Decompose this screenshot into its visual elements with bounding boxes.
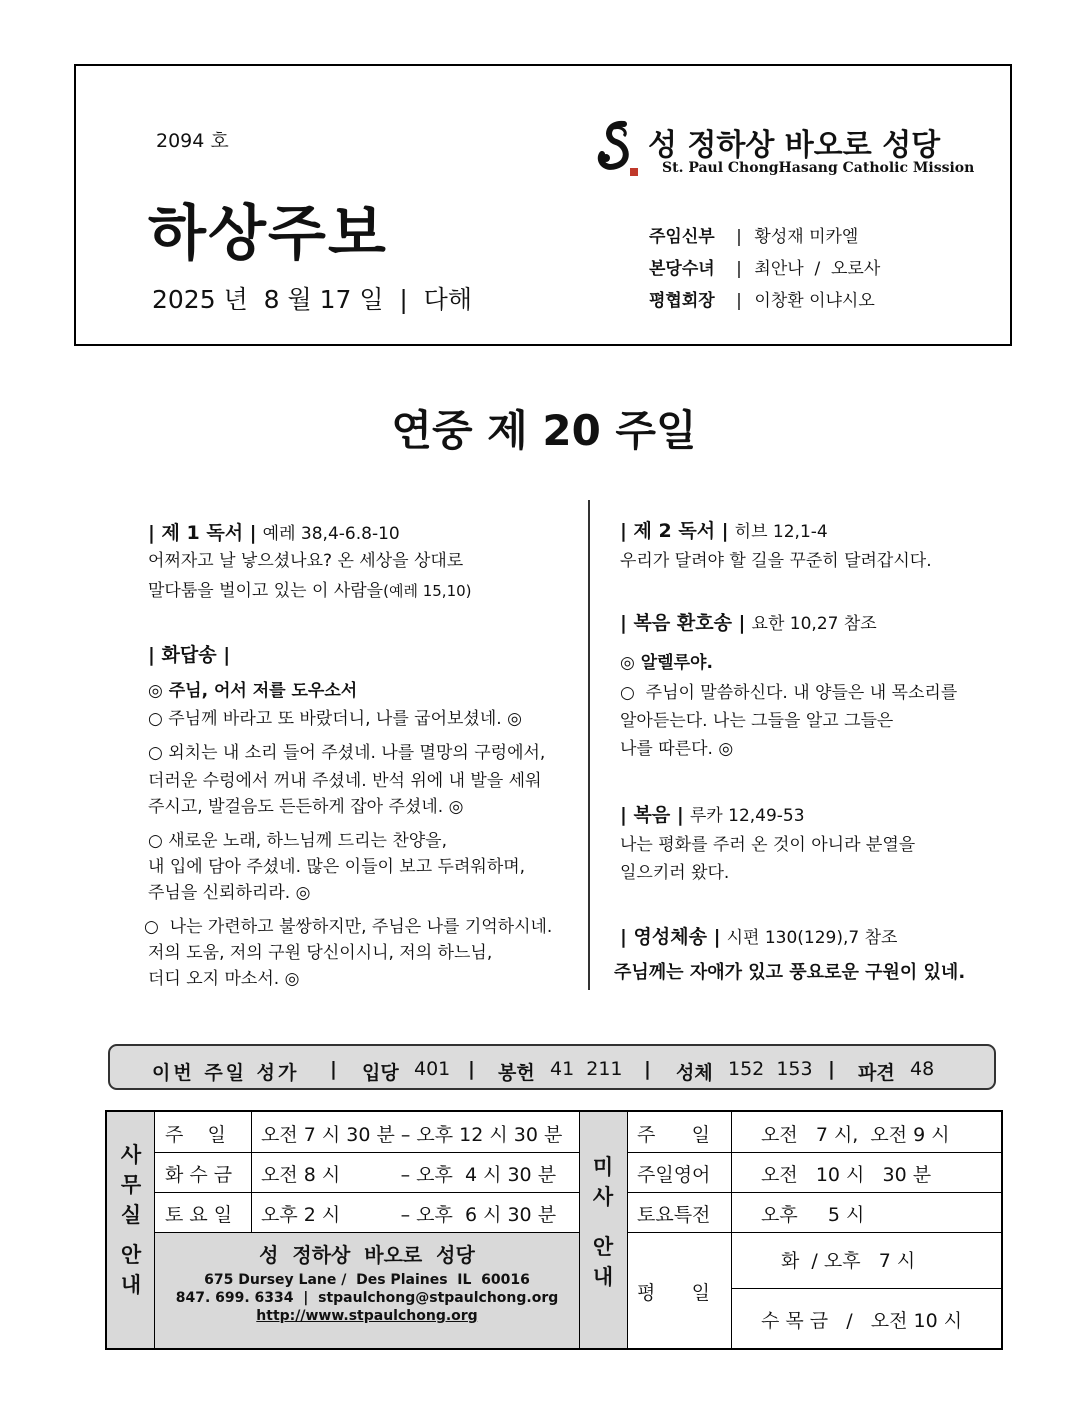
hymn-offertory-label: 봉헌 <box>498 1062 535 1084</box>
alleluia-label: | 복음 환호송 | <box>620 612 746 634</box>
staff-name: 황성재 미카엘 <box>754 227 859 247</box>
office-label-char: 무 <box>120 1173 142 1197</box>
alleluia-verse: ○ 주님이 말씀하신다. 내 양들은 내 목소리를 <box>620 683 958 703</box>
reading1-line: 어쩌자고 날 낳으셨나요? 온 세상을 상대로 <box>148 551 464 571</box>
bulletin-title: 하상주보 <box>148 199 388 269</box>
gospel-line: 나는 평화를 주러 온 것이 아니라 분열을 <box>620 835 916 855</box>
mass-time: 오후 5 시 <box>761 1204 865 1226</box>
psalm-verse: ○ 주님께 바라고 또 바랐더니, 나를 굽어보셨네. ◎ <box>148 709 522 729</box>
website-link[interactable]: http://www.stpaulchong.org <box>256 1308 478 1324</box>
issue-number: 2094 호 <box>156 130 229 152</box>
info-table <box>105 1110 1003 1350</box>
weekday-time: 화 / 오후 7 시 <box>781 1250 916 1272</box>
psalm-label: | 화답송 | <box>148 644 231 666</box>
mass-day: 토요특전 <box>637 1204 711 1226</box>
psalm-verse: 더디 오지 마소서. ◎ <box>148 969 300 989</box>
gospel-ref: 루카 12,49-53 <box>689 806 805 826</box>
hymn-entrance-number: 401 <box>414 1058 451 1080</box>
hymn-separator: | <box>468 1058 475 1080</box>
office-label-char: 내 <box>120 1273 142 1297</box>
reading1-line <box>148 576 472 606</box>
office-day: 주 일 <box>165 1124 226 1146</box>
psalm-verse: ○ 나는 가련하고 불쌍하지만, 주님은 나를 기억하시네. <box>144 917 553 937</box>
date-line: 2025 년 8 월 17 일 | 다해 <box>152 285 472 314</box>
staff-separator: | <box>736 291 742 311</box>
psalm-heading <box>148 640 230 667</box>
weekday-label: 평 일 <box>637 1282 710 1304</box>
psalm-verse: 저의 도움, 저의 구원 당신이시니, 저의 하느님, <box>148 943 493 963</box>
grid-line <box>627 1112 628 1348</box>
reading2-heading <box>620 516 828 543</box>
staff-role: 평협회장 <box>649 291 715 311</box>
gospel-heading <box>620 800 805 827</box>
column-divider <box>588 500 590 990</box>
staff-row-sisters <box>649 254 880 279</box>
psalm-verse: 주님을 신뢰하리라. ◎ <box>148 883 311 903</box>
reading2-label: | 제 2 독서 | <box>620 520 729 542</box>
staff-name: 최안나 / 오로사 <box>754 259 881 279</box>
mass-time: 오전 10 시 30 분 <box>761 1164 932 1186</box>
grid-line <box>154 1152 579 1153</box>
mass-label-char: 미 <box>592 1155 614 1179</box>
hymn-bar <box>108 1044 996 1090</box>
parish-name-english: St. Paul ChongHasang Catholic Mission <box>662 160 975 176</box>
mass-label <box>579 1112 627 1348</box>
alleluia-response: ◎ 알렐루야. <box>620 653 713 673</box>
psalm-verse: 내 입에 담아 주셨네. 많은 이들이 보고 두려워하며, <box>148 857 526 877</box>
office-day: 토 요 일 <box>165 1204 233 1226</box>
mass-label-char: 내 <box>592 1265 614 1289</box>
alleluia-verse: 나를 따른다. ◎ <box>620 739 734 759</box>
communion-label: | 영성체송 | <box>620 926 721 948</box>
reading1-ref: 예레 38,4-6.8-10 <box>262 524 400 544</box>
mass-label-char: 안 <box>592 1235 614 1259</box>
reading1-label: | 제 1 독서 | <box>148 522 257 544</box>
reading1-text: 말다툼을 벌이고 있는 이 사람을 <box>148 581 384 601</box>
hymn-label: 이번 주일 성가 <box>152 1062 300 1084</box>
reading1-heading <box>148 518 400 545</box>
reading2-ref: 히브 12,1-4 <box>734 522 828 542</box>
staff-role: 주임신부 <box>649 227 715 247</box>
office-time: 오후 2 시 – 오후 6 시 30 분 <box>261 1204 557 1226</box>
psalm-verse: 더러운 수렁에서 꺼내 주셨네. 반석 위에 내 발을 세워 <box>148 771 542 791</box>
psalm-verse: ○ 새로운 노래, 하느님께 드리는 찬양을, <box>148 831 447 851</box>
reading2-line: 우리가 달려야 할 길을 꾸준히 달려갑시다. <box>620 551 932 571</box>
address-street: 675 Dursey Lane / Des Plaines IL 60016 <box>204 1272 530 1288</box>
address-name: 성 정하상 바오로 성당 <box>259 1243 475 1267</box>
hymn-separator: | <box>644 1058 651 1080</box>
hymn-communion-number: 152 153 <box>728 1058 813 1080</box>
grid-line <box>579 1112 580 1348</box>
mass-day: 주 일 <box>637 1124 710 1146</box>
hymn-dismissal-number: 48 <box>910 1058 935 1080</box>
communion-ref: 시편 130(129),7 참조 <box>726 928 898 948</box>
office-label-char: 실 <box>120 1203 142 1227</box>
alleluia-ref: 요한 10,27 참조 <box>751 614 877 634</box>
grid-line <box>731 1112 732 1348</box>
sunday-title: 연중 제 20 주일 <box>391 406 697 455</box>
office-day: 화 수 금 <box>165 1164 233 1186</box>
office-label <box>107 1112 155 1348</box>
mass-time: 오전 7 시, 오전 9 시 <box>761 1124 950 1146</box>
communion-antiphon: 주님께는 자애가 있고 풍요로운 구원이 있네. <box>614 962 966 983</box>
psalm-verse: ○ 외치는 내 소리 들어 주셨네. 나를 멸망의 구렁에서, <box>148 743 546 763</box>
alleluia-heading <box>620 608 877 635</box>
office-label-char: 사 <box>120 1143 142 1167</box>
staff-row-council <box>649 286 875 311</box>
office-time: 오전 8 시 – 오후 4 시 30 분 <box>261 1164 557 1186</box>
hymn-dismissal-label: 파견 <box>858 1062 895 1084</box>
grid-line <box>154 1192 579 1193</box>
reading1-inline-ref: (예레 15,10) <box>383 582 472 600</box>
weekday-time: 수 목 금 / 오전 10 시 <box>761 1310 963 1332</box>
hymn-separator: | <box>330 1058 337 1080</box>
parish-name-korean: 성 정하상 바오로 성당 <box>648 128 941 163</box>
address-contact: 847. 699. 6334 | stpaulchong@stpaulchong.org <box>175 1290 559 1306</box>
office-label-char: 안 <box>120 1243 142 1267</box>
address-box <box>155 1233 579 1348</box>
staff-separator: | <box>736 227 742 247</box>
grid-line <box>251 1112 252 1232</box>
hymn-communion-label: 성체 <box>676 1062 713 1084</box>
parish-logo-icon <box>594 118 640 180</box>
staff-row-pastor <box>649 222 858 247</box>
mass-day: 주일영어 <box>637 1164 711 1186</box>
hymn-entrance-label: 입당 <box>362 1062 399 1084</box>
gospel-line: 일으키러 왔다. <box>620 863 730 883</box>
grid-line <box>731 1288 1001 1289</box>
gospel-label: | 복음 | <box>620 804 684 826</box>
staff-separator: | <box>736 259 742 279</box>
communion-heading <box>620 922 897 949</box>
staff-name: 이창환 이냐시오 <box>754 291 875 311</box>
grid-line <box>627 1152 1001 1153</box>
grid-line <box>627 1192 1001 1193</box>
office-time: 오전 7 시 30 분 – 오후 12 시 30 분 <box>261 1124 563 1146</box>
staff-role: 본당수녀 <box>649 259 715 279</box>
alleluia-verse: 알아듣는다. 나는 그들을 알고 그들은 <box>620 711 894 731</box>
hymn-separator: | <box>828 1058 835 1080</box>
grid-line <box>627 1232 1001 1233</box>
hymn-offertory-number: 41 211 <box>550 1058 623 1080</box>
mass-label-char: 사 <box>592 1185 614 1209</box>
psalm-verse: 주시고, 발걸음도 든든하게 잡아 주셨네. ◎ <box>148 797 464 817</box>
psalm-response: ◎ 주님, 어서 저를 도우소서 <box>148 681 358 701</box>
